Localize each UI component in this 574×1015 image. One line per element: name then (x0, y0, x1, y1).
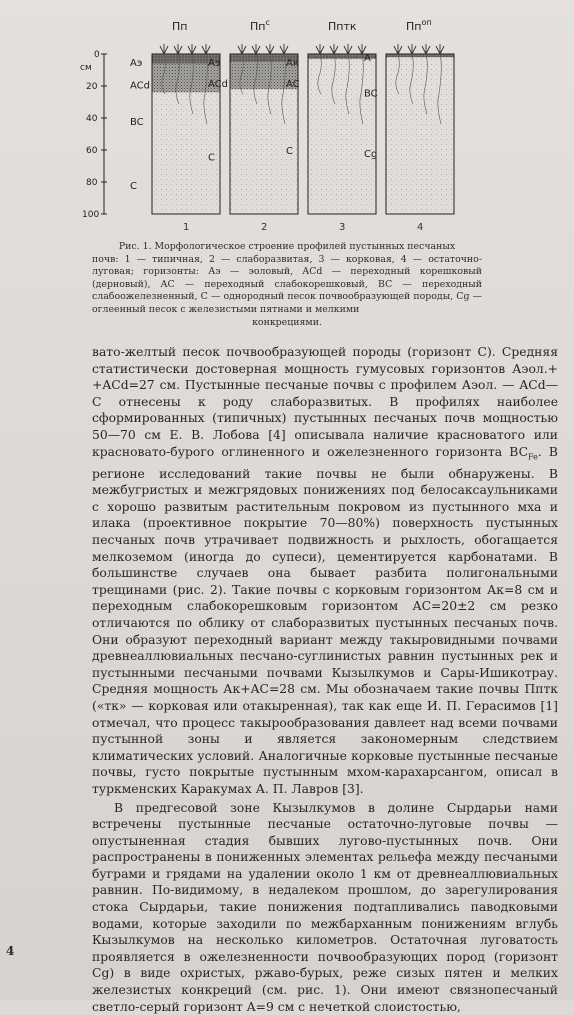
profile-columns (130, 18, 454, 233)
caption-tail: конкрециями. (92, 317, 482, 330)
plant-icon (280, 44, 288, 54)
plant-icon (202, 44, 210, 54)
plant-icon (394, 44, 402, 54)
profile-column-2 (208, 18, 298, 233)
depth-tick-label: 60 (86, 146, 98, 156)
depth-axis (80, 50, 107, 220)
figure-caption (92, 241, 482, 329)
paragraph-1 (92, 344, 558, 798)
plant-icon (188, 44, 196, 54)
profile-column-1 (130, 20, 220, 233)
plant-icon (316, 44, 324, 54)
horizon-label: C (286, 146, 293, 157)
horizon-label: BC (364, 88, 378, 99)
column-number: 2 (261, 222, 267, 233)
column-title-sup: c (265, 18, 269, 27)
plant-icon (252, 44, 260, 54)
horizon-label: A (364, 53, 371, 64)
profile-column-3 (286, 20, 376, 233)
paragraph-2: В предгесовой зоне Кызылкумов в долине Сырдарьи нами встречены пустынные песчаные остаточно-луговые почвы — опустыненная стадия бывших лугово-пустынных почв. Они распространены в пониженных элементах рельефа между песчаными буграми и грядами на удалении около 1 км от древнеаллювиальных равнин. По-видимому, в недалеком прошлом, до зарегулирования стока Сырдарьи, такие понижения подтапливались паводковыми водами, которые заходили по межбарханным понижениям вглубь Кызылкумов на несколько километров. Остаточная луговатость проявляется в ожелезненности почвообразующих пород (горизонт Cg) в виде охристых, ржаво-бурых, реже сизых пятен и мелких железистых конкреций (см. рис. 1). Они имеют связнопесчаный светло-серый горизонт A=9 см с нечеткой слоистостью, (92, 800, 558, 1015)
column-title: $Пп^c$ (250, 18, 270, 33)
horizon-label: BC (130, 117, 144, 128)
plant-icon (422, 44, 430, 54)
plant-icon (330, 44, 338, 54)
depth-tick-label: 0 (94, 50, 100, 60)
column-number: 3 (339, 222, 345, 233)
horizon-label: Аэ (130, 58, 142, 69)
horizon-label: Cg (364, 149, 377, 160)
plant-icon (238, 44, 246, 54)
soil-profile-figure (80, 8, 480, 240)
depth-tick-label: 100 (82, 210, 99, 220)
column-title-sup: оп (421, 18, 431, 27)
depth-unit-label: см (80, 63, 92, 73)
horizon-label: Аэ (208, 58, 220, 69)
horizon-label: Ак (286, 58, 299, 69)
horizon-label: C (130, 181, 137, 192)
plant-icon (436, 44, 444, 54)
depth-tick-label: 80 (86, 178, 98, 188)
plant-icon (344, 44, 352, 54)
depth-ticks (82, 50, 107, 220)
column-title: Пптк (328, 20, 357, 33)
horizon-label: AC (286, 79, 300, 90)
plant-icon (408, 44, 416, 54)
plant-icon (174, 44, 182, 54)
paragraph-1-part-a: вато-желтый песок почвообразующей породы (горизонт C). Средняя статистически достоверная мощность гумусовых горизонтов Аэол.+ +ACd=27 см. Пустынные песчаные почвы с профилем Аэол. — ACd— C отнесены к роду слаборазвитых. В профилях наиболее сформированных (типичных) пустынных песчаных почв мощностью 50—70 см Е. В. Лобова [4] описывала наличие красноватого или красновато-бурого оглиненного и ожелезненного горизонта BC (92, 345, 558, 459)
horizon-label: ACd (130, 80, 150, 91)
column-title: Пп (172, 20, 187, 33)
page-number: 4 (6, 944, 14, 958)
column-title: $Пп^{оп}$ (406, 18, 432, 33)
caption-head: Рис. 1. Морфологическое строение профилей пустынных песчаных (92, 241, 482, 254)
horizon-label: C (208, 152, 215, 163)
profile-column-4 (364, 18, 454, 233)
horizon-label: ACd (208, 79, 228, 90)
plant-icon (160, 44, 168, 54)
depth-tick-label: 20 (86, 82, 98, 92)
paragraph-1-subscript: Fe (528, 452, 538, 461)
column-number: 1 (183, 222, 189, 233)
main-text (92, 344, 558, 1015)
caption-body: почв: 1 — типичная, 2 — слаборазвитая, 3 — корковая, 4 — остаточно-луговая; горизонты: Аэ — эоловый, ACd — переходный корешковый (дерновый), AC — переходный слабокорешковый, BC — переходный слабоожелезненный, C — однородный песок почвообразующей породы, Cg — оглеенный песок с железистыми пятнами и мелкими (92, 254, 482, 315)
column-number: 4 (417, 222, 423, 233)
depth-tick-label: 40 (86, 114, 98, 124)
paragraph-1-part-b: . В регионе исследований такие почвы не были обнаружены. В межбугристых и межгрядовых понижениях под белосаксаульниками с хорошо развитым растительным покровом из пустынного мха и илака (проективное покрытие 70—80%) поверхность пустынных песчаных почв утрачивает подвижность и рыхлость, обогащается мелкоземом (иногда до супеси), цементируется карбонатами. В большинстве случаев она бывает разбита полигональными трещинами (рис. 2). Такие почвы с корковым горизонтом Ак=8 см и переходным слабокорешковым горизонтом AC=20±2 см резко отличаются по облику от слаборазвитых пустынных песчаных почв. Они образуют переходный вариант между такыровидными почвами древнеаллювиальных песчано-суглинистых равнин пустынных рек и пустынными песчаными почвами Кызылкумов и Сары-Ишикотрау. Средняя мощность Ак+AC=28 см. Мы обозначаем такие почвы Пптк («тк» — корковая или отакыренная), так как еще И. П. Герасимов [1] отмечал, что процесс такырообразования давлеет над всеми почвами пустынной зоны и является закономерным следствием климатических условий. Аналогичные корковые пустынные песчаные почвы, густо покрытые пустынным мхом-карахарсангом, описал в туркменских Каракумах А. П. Лавров [3]. (92, 445, 558, 796)
plant-icon (266, 44, 274, 54)
